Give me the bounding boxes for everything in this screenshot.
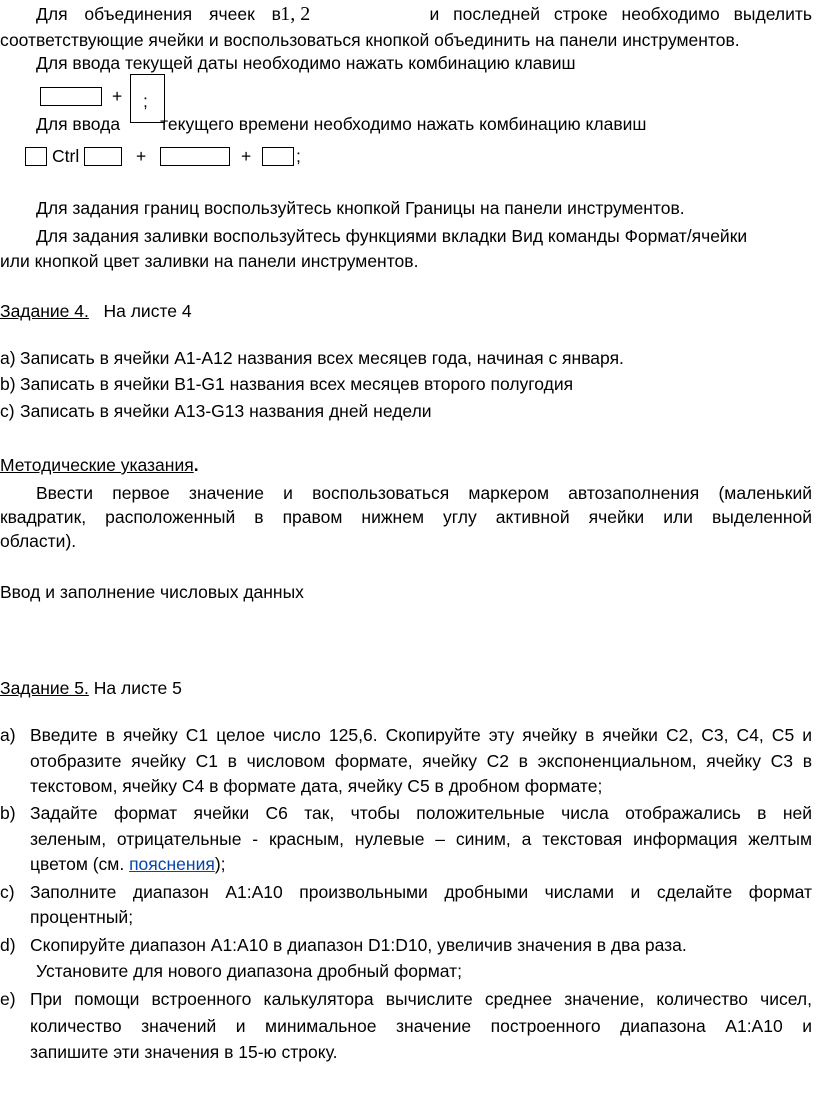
date-para-line: Для ввода текущей даты необходимо нажать комбинацию клавиш [36,53,576,73]
guidelines-title: Методические указания [0,455,194,475]
task5-b-text-end: ); [214,854,226,874]
date-semicolon-key: ; [143,91,148,111]
task4-heading [0,299,192,323]
date-key-box-1 [40,87,102,106]
task5-a-line2: отобразите ячейку С1 в числовом формате, ячейку С2 в экспоненциальном, ячейку С3 в [30,751,812,771]
task5-a-marker: a) [0,725,16,745]
task5-title: Задание 5. [0,678,89,698]
list-item-text: Записать в ячейки А1-А12 названия всех месяцев года, начиная с января. [20,348,624,368]
task5-b-marker: b) [0,803,16,823]
task5-e-line1: При помощи встроенного калькулятора вычислите среднее значение, количество чисел, [30,989,812,1009]
date-plus-sign: + [112,86,123,106]
task5-e-line2: количество значений и минимальное значение построенного диапазона А1:А10 и [30,1016,812,1036]
task5-c-marker: c) [0,882,15,902]
task5-heading [0,676,182,700]
fill-para-line2: или кнопкой цвет заливки на панели инструментов. [0,251,419,271]
guidelines-line3: области). [0,531,77,551]
merge-text-end: и последней строке необходимо выделить [429,4,812,24]
list-marker: c) [0,401,15,421]
guidelines-heading [0,453,199,477]
task5-sheet: На листе 5 [93,678,182,698]
task5-c-line1: Заполните диапазон А1:А10 произвольными дробными числами и сделайте формат [30,882,812,902]
time-key-box-3 [160,147,230,166]
time-key-box-2 [84,147,122,166]
guidelines-dot: . [193,455,199,475]
section-heading: Ввод и заполнение числовых данных [0,582,304,602]
time-text-start: Для ввода [36,114,121,134]
task4-title: Задание 4. [0,301,89,321]
time-semicolon-key: ; [296,146,301,166]
list-item-text: Записать в ячейки В1-G1 названия всех месяцев второго полугодия [20,374,574,394]
task5-e-line3: запишите эти значения в 15-ю строку. [30,1042,338,1062]
list-marker: a) [0,348,16,368]
task4-sheet: На листе 4 [103,301,192,321]
time-key-box-4 [262,147,294,166]
guidelines-line1: Ввести первое значение и воспользоваться маркером автозаполнения (маленький [36,483,812,503]
time-text-end: текущего времени необходимо нажать комбинацию клавиш [160,114,647,134]
task5-b-text-start: цветом (см. [30,854,125,874]
task5-c-line2: процентный; [30,907,134,927]
borders-para: Для задания границ воспользуйтесь кнопкой Границы на панели инструментов. [36,198,685,218]
task5-e-marker: e) [0,989,16,1009]
time-plus-sign-2: + [241,146,252,166]
task5-b-line3 [30,852,226,876]
task5-d-marker: d) [0,935,16,955]
ctrl-key-label: Ctrl [52,146,80,166]
explanation-link[interactable]: пояснения [129,854,215,874]
task5-d-line1: Скопируйте диапазон А1:А10 в диапазон D1:D10, увеличив значения в два раза. [30,935,687,955]
time-plus-sign-1: + [136,146,147,166]
task5-a-line1: Введите в ячейку С1 целое число 125,6. Скопируйте эту ячейку в ячейки С2, С3, С4, С5 и [30,725,812,745]
merge-para-line1 [36,2,812,26]
task5-a-line3: текстовом, ячейку С4 в формате дата, ячейку С5 в дробном формате; [30,776,603,796]
task5-b-line2: зеленым, отрицательные - красным, нулевые – синим, а текстовая информация желтым [30,829,812,849]
row-numbers: 1, 2 [280,3,311,25]
time-para-line [36,112,646,136]
list-marker: b) [0,374,16,394]
task5-d-line2: Установите для нового диапазона дробный формат; [36,961,462,981]
list-item-text: Записать в ячейки А13-G13 названия дней недели [20,401,432,421]
merge-text-start: Для объединения ячеек в [36,4,281,24]
time-key-box-1 [25,147,47,166]
fill-para-line1: Для задания заливки воспользуйтесь функциями вкладки Вид команды Формат/ячейки [36,226,748,246]
guidelines-line2: квадратик, расположенный в правом нижнем углу активной ячейки или выделенной [0,507,812,527]
task5-b-line1: Задайте формат ячейки С6 так, чтобы положительные числа отображались в ней [30,803,812,823]
merge-para-line2: соответствующие ячейки и воспользоваться кнопкой объединить на панели инструментов. [0,30,740,50]
